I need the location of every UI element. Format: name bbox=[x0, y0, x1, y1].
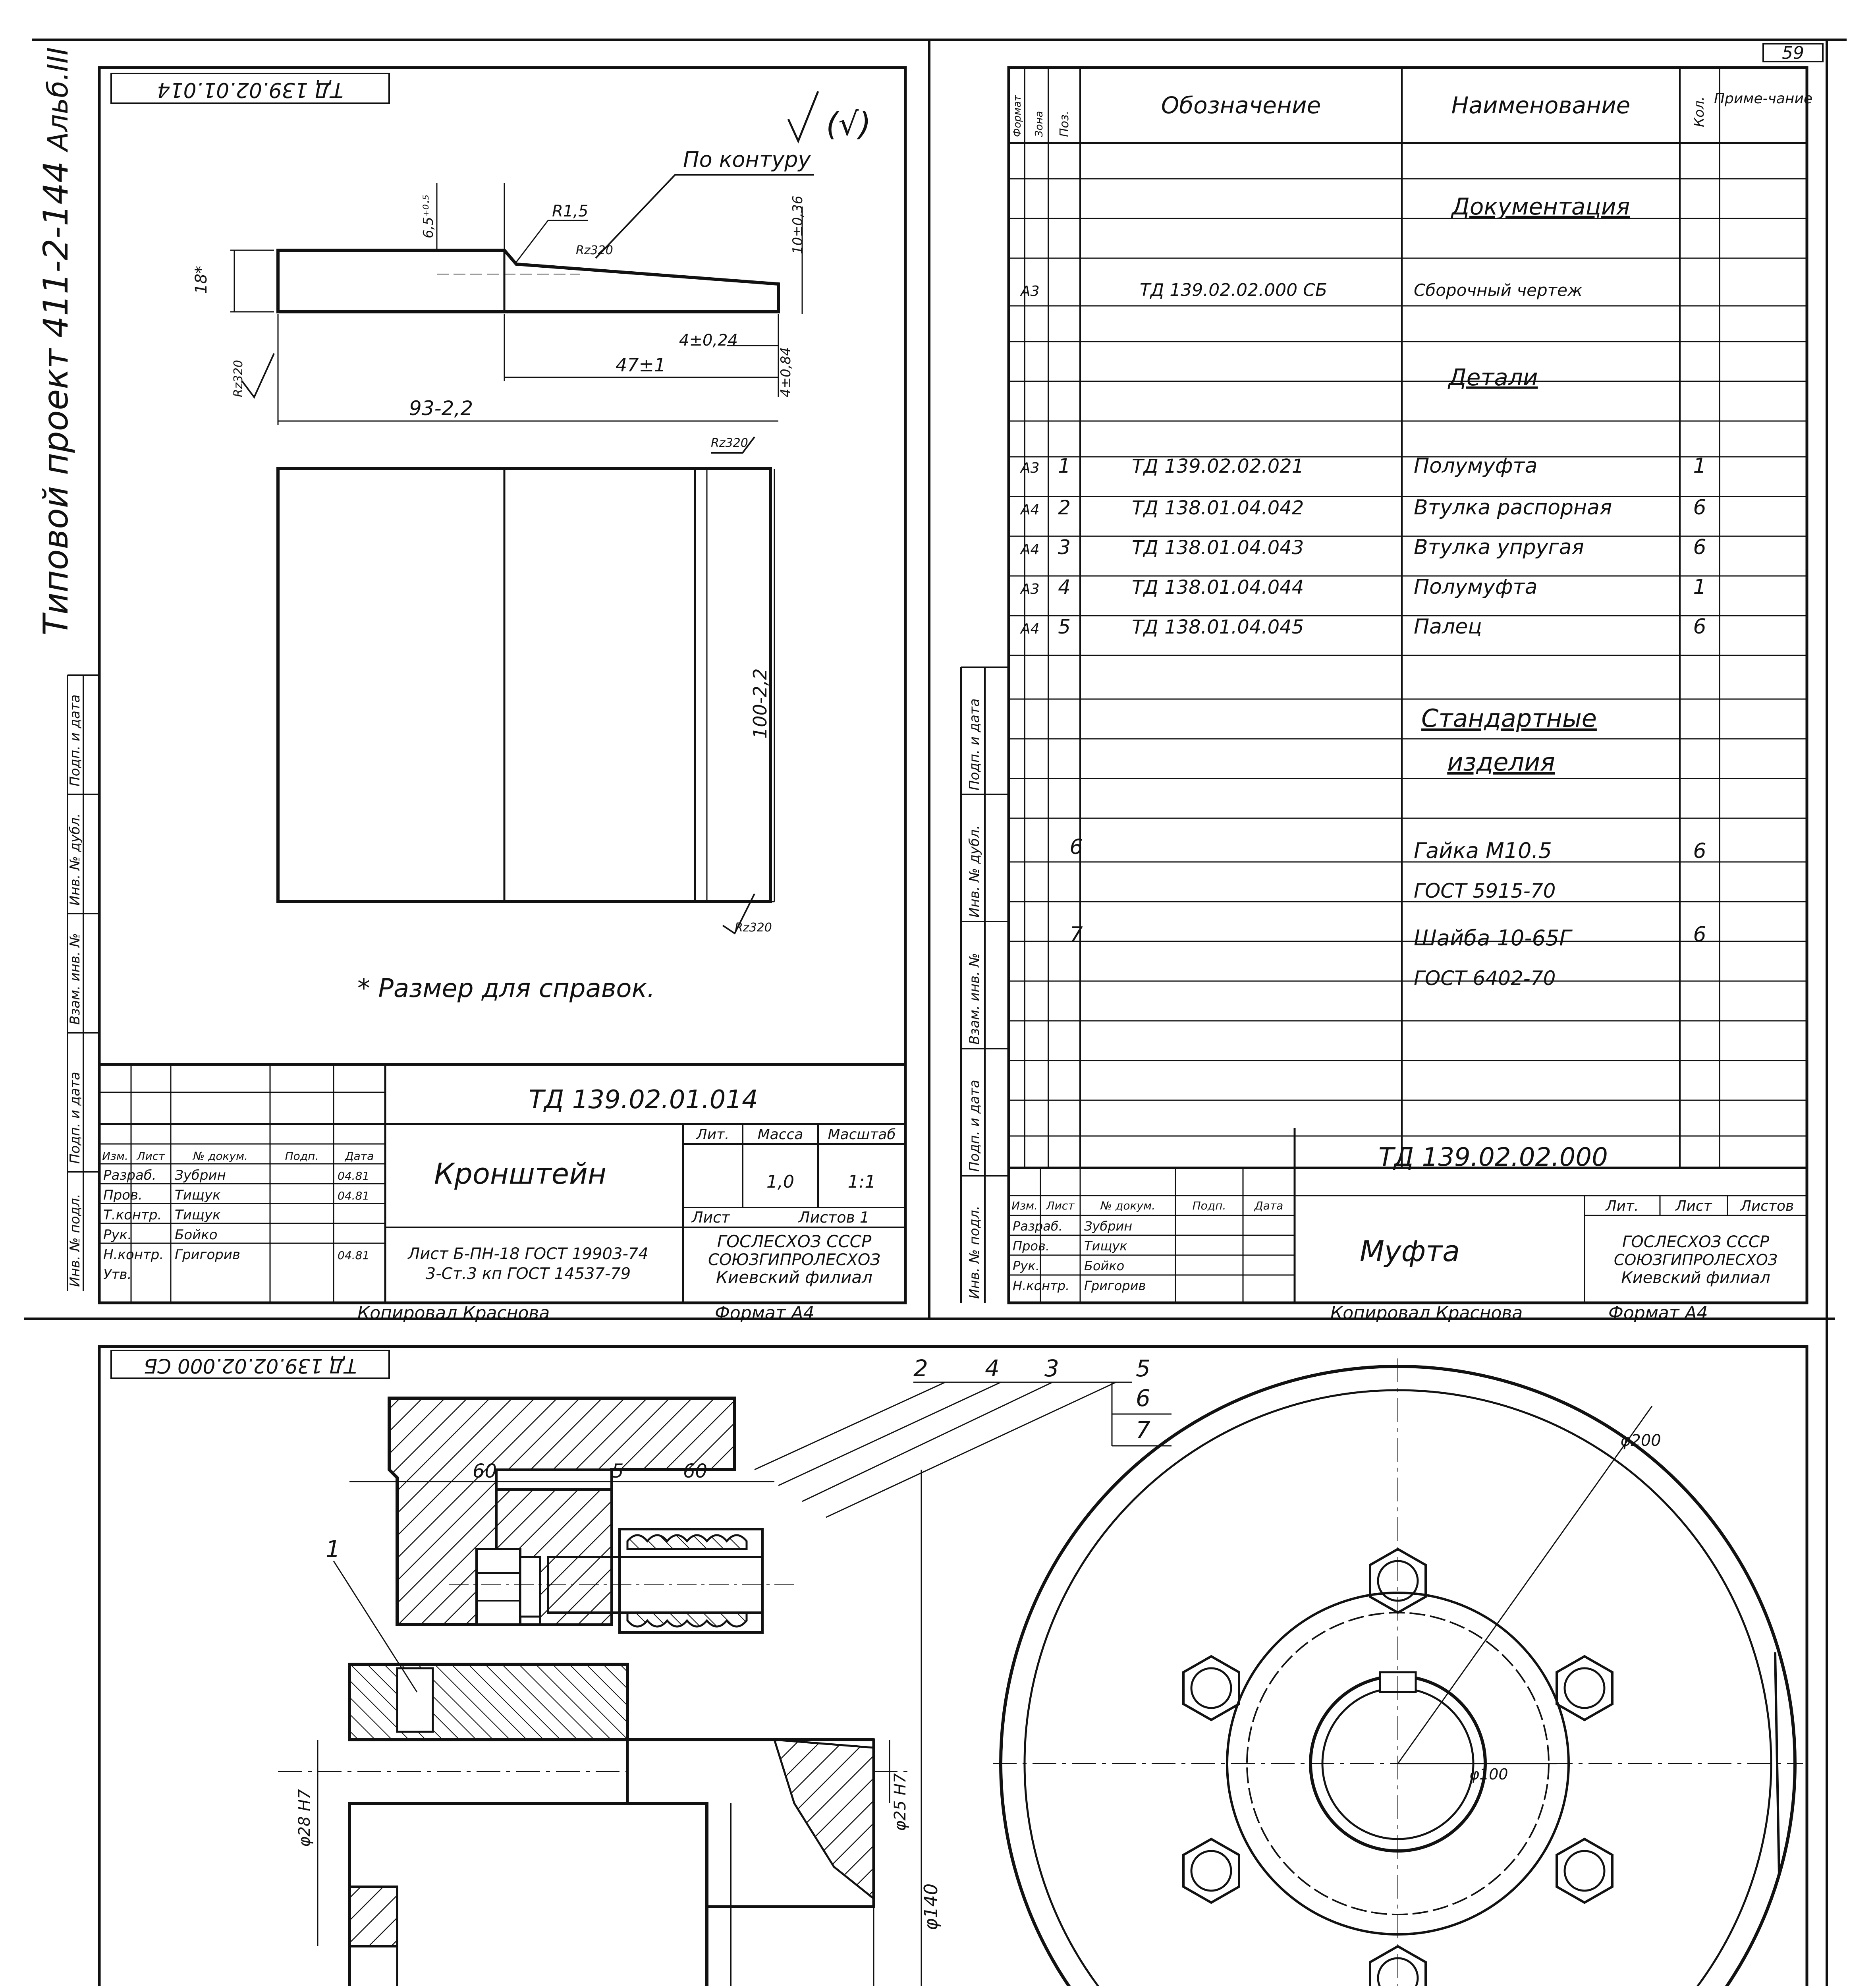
stamp-right-5: Подп. и дата bbox=[967, 698, 982, 790]
spec-std-1-qty: 6 bbox=[1693, 923, 1706, 947]
callout-2: 2 bbox=[913, 1355, 928, 1382]
dim-100: 100-2,2 bbox=[749, 668, 771, 739]
spec-row-3-designation: ТД 138.01.04.043 bbox=[1132, 537, 1304, 559]
bracket-tb-sheet: Лист bbox=[691, 1209, 730, 1226]
spec-row-1-format: А3 bbox=[1021, 460, 1040, 476]
sheet-frames bbox=[24, 40, 1847, 1986]
spec-row-3-name: Втулка упругая bbox=[1414, 535, 1584, 559]
spec-tb-org-3: Киевский филиал bbox=[1621, 1269, 1770, 1287]
callout-7: 7 bbox=[1136, 1416, 1150, 1443]
spec-h-note: Приме-чание bbox=[1714, 91, 1813, 107]
spec-row-2-format: А4 bbox=[1021, 502, 1040, 518]
bracket-role-1: Разраб. bbox=[103, 1167, 156, 1183]
dim-phi100: φ100 bbox=[1469, 1766, 1508, 1783]
dim-4a: 4±0,24 bbox=[679, 331, 738, 350]
spec-h-qty: Кол. bbox=[1691, 96, 1707, 127]
dim-60a: 60 bbox=[473, 1460, 497, 1482]
spec-row-5-qty: 6 bbox=[1693, 615, 1706, 639]
bracket-title-block bbox=[99, 1064, 905, 1323]
spec-row-0-designation: ТД 139.02.02.000 СБ bbox=[1140, 280, 1328, 300]
spec-copied: Копировал Краснова bbox=[1330, 1303, 1523, 1323]
stamp-left-2: Подп. и дата bbox=[67, 1072, 83, 1164]
assembly-drawing bbox=[111, 1350, 1803, 1986]
spec-row-doc bbox=[1020, 280, 1583, 300]
spec-tb-role-1-name: Зубрин bbox=[1084, 1219, 1133, 1234]
spec-tb-col-list: Лист bbox=[1046, 1199, 1075, 1212]
spec-table bbox=[1009, 68, 1812, 1168]
spec-h-name: Наименование bbox=[1451, 92, 1631, 119]
spec-tb-role-3-name: Бойко bbox=[1084, 1258, 1125, 1273]
dim-tol10: 10±0,36 bbox=[790, 195, 806, 254]
bracket-role-5: Н.контр. bbox=[103, 1247, 164, 1263]
spec-row-2-pos: 2 bbox=[1058, 496, 1071, 519]
dim-phi25: φ25 Н7 bbox=[891, 1773, 909, 1831]
bracket-role-1-date: 04.81 bbox=[338, 1169, 370, 1182]
spec-row-2-name: Втулка распорная bbox=[1414, 496, 1612, 520]
dim-93: 93-2,2 bbox=[409, 397, 473, 420]
spec-std-1-name: Шайба 10-65Г bbox=[1414, 925, 1571, 950]
spec-std-1-pos: 7 bbox=[1069, 923, 1083, 947]
spec-tb-sheets: Листов bbox=[1740, 1198, 1794, 1214]
spec-tb-role-4: Н.контр. bbox=[1013, 1278, 1070, 1293]
spec-std-0-qty: 6 bbox=[1693, 839, 1706, 863]
dim-4b: 4±0,84 bbox=[778, 347, 794, 397]
spec-tb-col-doc: № докум. bbox=[1100, 1199, 1156, 1212]
bracket-tb-org-3: Киевский филиал bbox=[716, 1267, 873, 1287]
dim-rz320-mid: Rz320 bbox=[711, 436, 748, 450]
spec-tb-col-izm: Изм. bbox=[1011, 1199, 1038, 1212]
spec-tb-name: Муфта bbox=[1359, 1234, 1460, 1268]
bracket-copied: Копировал Краснова bbox=[357, 1303, 550, 1323]
spec-row-2 bbox=[1020, 496, 1706, 520]
bracket-tb-org-1: ГОСЛЕСХОЗ СССР bbox=[717, 1232, 872, 1251]
spec-row-0-format: А3 bbox=[1021, 283, 1040, 299]
bolt-lower-right bbox=[1557, 1839, 1612, 1903]
callout-4: 4 bbox=[985, 1355, 1000, 1382]
spec-row-1-pos: 1 bbox=[1058, 454, 1071, 477]
bracket-tb-col-sign: Подп. bbox=[285, 1149, 319, 1163]
bracket-format: Формат А4 bbox=[715, 1303, 814, 1323]
bracket-role-4: Рук. bbox=[103, 1227, 132, 1243]
spec-row-lines bbox=[1009, 179, 1807, 1136]
stamp-left-5: Подп. и дата bbox=[67, 694, 83, 786]
bracket-role-5-name: Григорив bbox=[175, 1247, 241, 1263]
spec-row-0-name: Сборочный чертеж bbox=[1414, 280, 1583, 300]
spec-row-2-qty: 6 bbox=[1693, 496, 1706, 520]
bracket-role-2: Пров. bbox=[103, 1187, 143, 1203]
stamp-right-3: Взам. инв. № bbox=[967, 953, 982, 1045]
dim-rz320-bottom: Rz320 bbox=[735, 921, 772, 935]
contour-label: По контуру bbox=[683, 147, 811, 172]
bracket-tb-org-2: СОЮЗГИПРОЛЕСХОЗ bbox=[708, 1251, 880, 1269]
assembly-code-rotated: ТД 139.02.02.000 СБ bbox=[143, 1354, 357, 1377]
spec-row-4-pos: 4 bbox=[1058, 576, 1071, 599]
dim-phi140: φ140 bbox=[920, 1883, 942, 1930]
dim-rz320-top: Rz320 bbox=[576, 243, 613, 257]
callout-6: 6 bbox=[1136, 1385, 1150, 1412]
bracket-role-6: Утв. bbox=[103, 1267, 132, 1283]
stamp-right-1: Инв. № подл. bbox=[967, 1206, 982, 1299]
spec-tb-col-date: Дата bbox=[1254, 1199, 1283, 1212]
spec-h-zone: Зона bbox=[1033, 111, 1045, 137]
bracket-tb-col-date: Дата bbox=[345, 1149, 374, 1163]
bracket-tb-material-2: 3-Ст.3 кп ГОСТ 14537-79 bbox=[425, 1265, 631, 1283]
callout-1: 1 bbox=[326, 1536, 340, 1563]
bracket-role-2-date: 04.81 bbox=[338, 1189, 370, 1202]
spec-std-1-gost: ГОСТ 6402-70 bbox=[1414, 967, 1556, 990]
bracket-role-1-name: Зубрин bbox=[175, 1167, 226, 1183]
spec-row-4-format: А3 bbox=[1021, 581, 1040, 597]
spec-row-5-format: А4 bbox=[1021, 621, 1040, 637]
spec-row-5-name: Палец bbox=[1414, 615, 1482, 639]
side-stamp-left bbox=[67, 675, 99, 1291]
bracket-role-4-name: Бойко bbox=[175, 1227, 218, 1243]
spec-row-3-format: А4 bbox=[1021, 541, 1040, 558]
album-label: Альб.III bbox=[42, 47, 74, 151]
spec-section-docs: Документация bbox=[1451, 193, 1630, 220]
bolt-lower-left bbox=[1183, 1839, 1239, 1903]
bracket-code-rotated: ТД 139.02.01.014 bbox=[157, 78, 344, 102]
roughness-note: (√) bbox=[826, 106, 871, 143]
bracket-tb-name: Кронштейн bbox=[434, 1157, 606, 1190]
spec-row-5-designation: ТД 138.01.04.045 bbox=[1132, 616, 1304, 638]
bracket-tb-col-doc: № докум. bbox=[193, 1149, 248, 1163]
dim-47: 47±1 bbox=[616, 354, 666, 376]
spec-tb-code: ТД 139.02.02.000 bbox=[1378, 1143, 1608, 1172]
spec-std-0-name: Гайка М10.5 bbox=[1414, 838, 1552, 863]
spec-tb-col-sign: Подп. bbox=[1192, 1199, 1226, 1212]
spec-tb-org-2: СОЮЗГИПРОЛЕСХОЗ bbox=[1614, 1251, 1778, 1269]
spec-std-6 bbox=[1069, 835, 1706, 902]
bracket-drawing bbox=[111, 73, 871, 1003]
stamp-left-4: Инв. № дубл. bbox=[67, 813, 83, 906]
spec-tb-org-1: ГОСЛЕСХОЗ СССР bbox=[1622, 1233, 1770, 1251]
spec-row-4 bbox=[1020, 575, 1706, 599]
bracket-role-2-name: Тищук bbox=[175, 1187, 221, 1203]
bracket-tb-scale: 1:1 bbox=[847, 1172, 876, 1192]
spec-std-0-pos: 6 bbox=[1069, 835, 1083, 859]
spec-tb-role-3: Рук. bbox=[1013, 1258, 1040, 1273]
callout-3: 3 bbox=[1044, 1355, 1059, 1382]
bolt-upper-right bbox=[1557, 1656, 1612, 1720]
spec-format: Формат А4 bbox=[1608, 1303, 1708, 1323]
spec-std-0-gost: ГОСТ 5915-70 bbox=[1414, 879, 1556, 902]
stamp-left-3: Взам. инв. № bbox=[67, 933, 83, 1025]
bracket-tb-code: ТД 139.02.01.014 bbox=[529, 1085, 758, 1115]
spec-row-3-qty: 6 bbox=[1693, 535, 1706, 559]
stamp-right-4: Инв. № дубл. bbox=[967, 825, 982, 918]
spec-row-1-qty: 1 bbox=[1693, 454, 1706, 478]
bracket-tb-col-list: Лист bbox=[137, 1149, 165, 1163]
spec-tb-role-2: Пров. bbox=[1013, 1238, 1050, 1254]
spec-tb-role-2-name: Тищук bbox=[1084, 1238, 1127, 1254]
spec-row-3-pos: 3 bbox=[1058, 536, 1071, 559]
dim-h18: 18* bbox=[192, 266, 210, 294]
dim-r15: R1,5 bbox=[552, 202, 589, 220]
dim-rz320-left: Rz320 bbox=[232, 360, 245, 397]
spec-row-4-qty: 1 bbox=[1693, 575, 1706, 599]
spec-row-1 bbox=[1020, 454, 1706, 478]
spec-tb-role-1: Разраб. bbox=[1013, 1219, 1063, 1234]
dim-phi28: φ28 Н7 bbox=[295, 1789, 314, 1847]
spec-row-4-name: Полумуфта bbox=[1414, 575, 1538, 599]
spec-row-5 bbox=[1020, 615, 1706, 639]
spec-tb-lit: Лит. bbox=[1606, 1198, 1639, 1214]
bracket-tb-lit: Лит. bbox=[696, 1126, 730, 1143]
bracket-role-3-name: Тищук bbox=[175, 1207, 221, 1223]
side-stamp-right bbox=[961, 667, 1009, 1303]
spec-section-std2: изделия bbox=[1447, 748, 1555, 777]
bracket-role-5-date: 04.81 bbox=[338, 1249, 370, 1262]
dim-phi200: φ200 bbox=[1620, 1432, 1661, 1450]
bracket-tb-col-izm: Изм. bbox=[102, 1149, 128, 1163]
spec-row-2-designation: ТД 138.01.04.042 bbox=[1132, 497, 1304, 519]
spec-row-5-pos: 5 bbox=[1058, 615, 1071, 638]
spec-row-1-name: Полумуфта bbox=[1414, 454, 1538, 478]
spec-section-parts: Детали bbox=[1448, 364, 1538, 391]
bracket-tb-scale-h: Масштаб bbox=[828, 1126, 896, 1143]
bracket-role-3: Т.контр. bbox=[103, 1207, 162, 1223]
bracket-tb-mass-h: Масса bbox=[757, 1126, 803, 1143]
spec-h-pos: Поз. bbox=[1058, 110, 1071, 137]
bracket-tb-sheets: Листов 1 bbox=[798, 1209, 870, 1226]
spec-row-4-designation: ТД 138.01.04.044 bbox=[1132, 576, 1304, 599]
stamp-right-2: Подп. и дата bbox=[967, 1080, 982, 1172]
end-view bbox=[993, 1358, 1803, 1986]
bracket-tb-material-1: Лист Б-ПН-18 ГОСТ 19903-74 bbox=[408, 1245, 648, 1263]
spec-tb-sheet: Лист bbox=[1675, 1198, 1712, 1214]
bracket-note: * Размер для справок. bbox=[357, 974, 655, 1003]
spec-std-7 bbox=[1069, 923, 1706, 990]
spec-tb-role-4-name: Григорив bbox=[1084, 1278, 1146, 1293]
spec-row-3 bbox=[1020, 535, 1706, 559]
spec-h-designation: Обозначение bbox=[1161, 92, 1321, 119]
dim-65: 6,5⁺⁰·⁵ bbox=[421, 194, 436, 238]
bracket-tb-mass: 1,0 bbox=[766, 1172, 794, 1192]
stamp-left-1: Инв. № подл. bbox=[67, 1194, 83, 1287]
callout-5: 5 bbox=[1136, 1355, 1150, 1382]
dim-5: 5 bbox=[612, 1460, 624, 1482]
page-number: 59 bbox=[1782, 43, 1804, 63]
spec-h-format: Формат bbox=[1011, 95, 1023, 137]
dim-60b: 60 bbox=[683, 1460, 708, 1482]
series-label: Типовой проект 411-2-144 bbox=[36, 161, 76, 636]
spec-section-std1: Стандартные bbox=[1421, 704, 1597, 733]
spec-row-1-designation: ТД 139.02.02.021 bbox=[1132, 455, 1304, 477]
spec-title-block bbox=[1009, 1128, 1807, 1323]
bolt-upper-left bbox=[1183, 1656, 1239, 1720]
